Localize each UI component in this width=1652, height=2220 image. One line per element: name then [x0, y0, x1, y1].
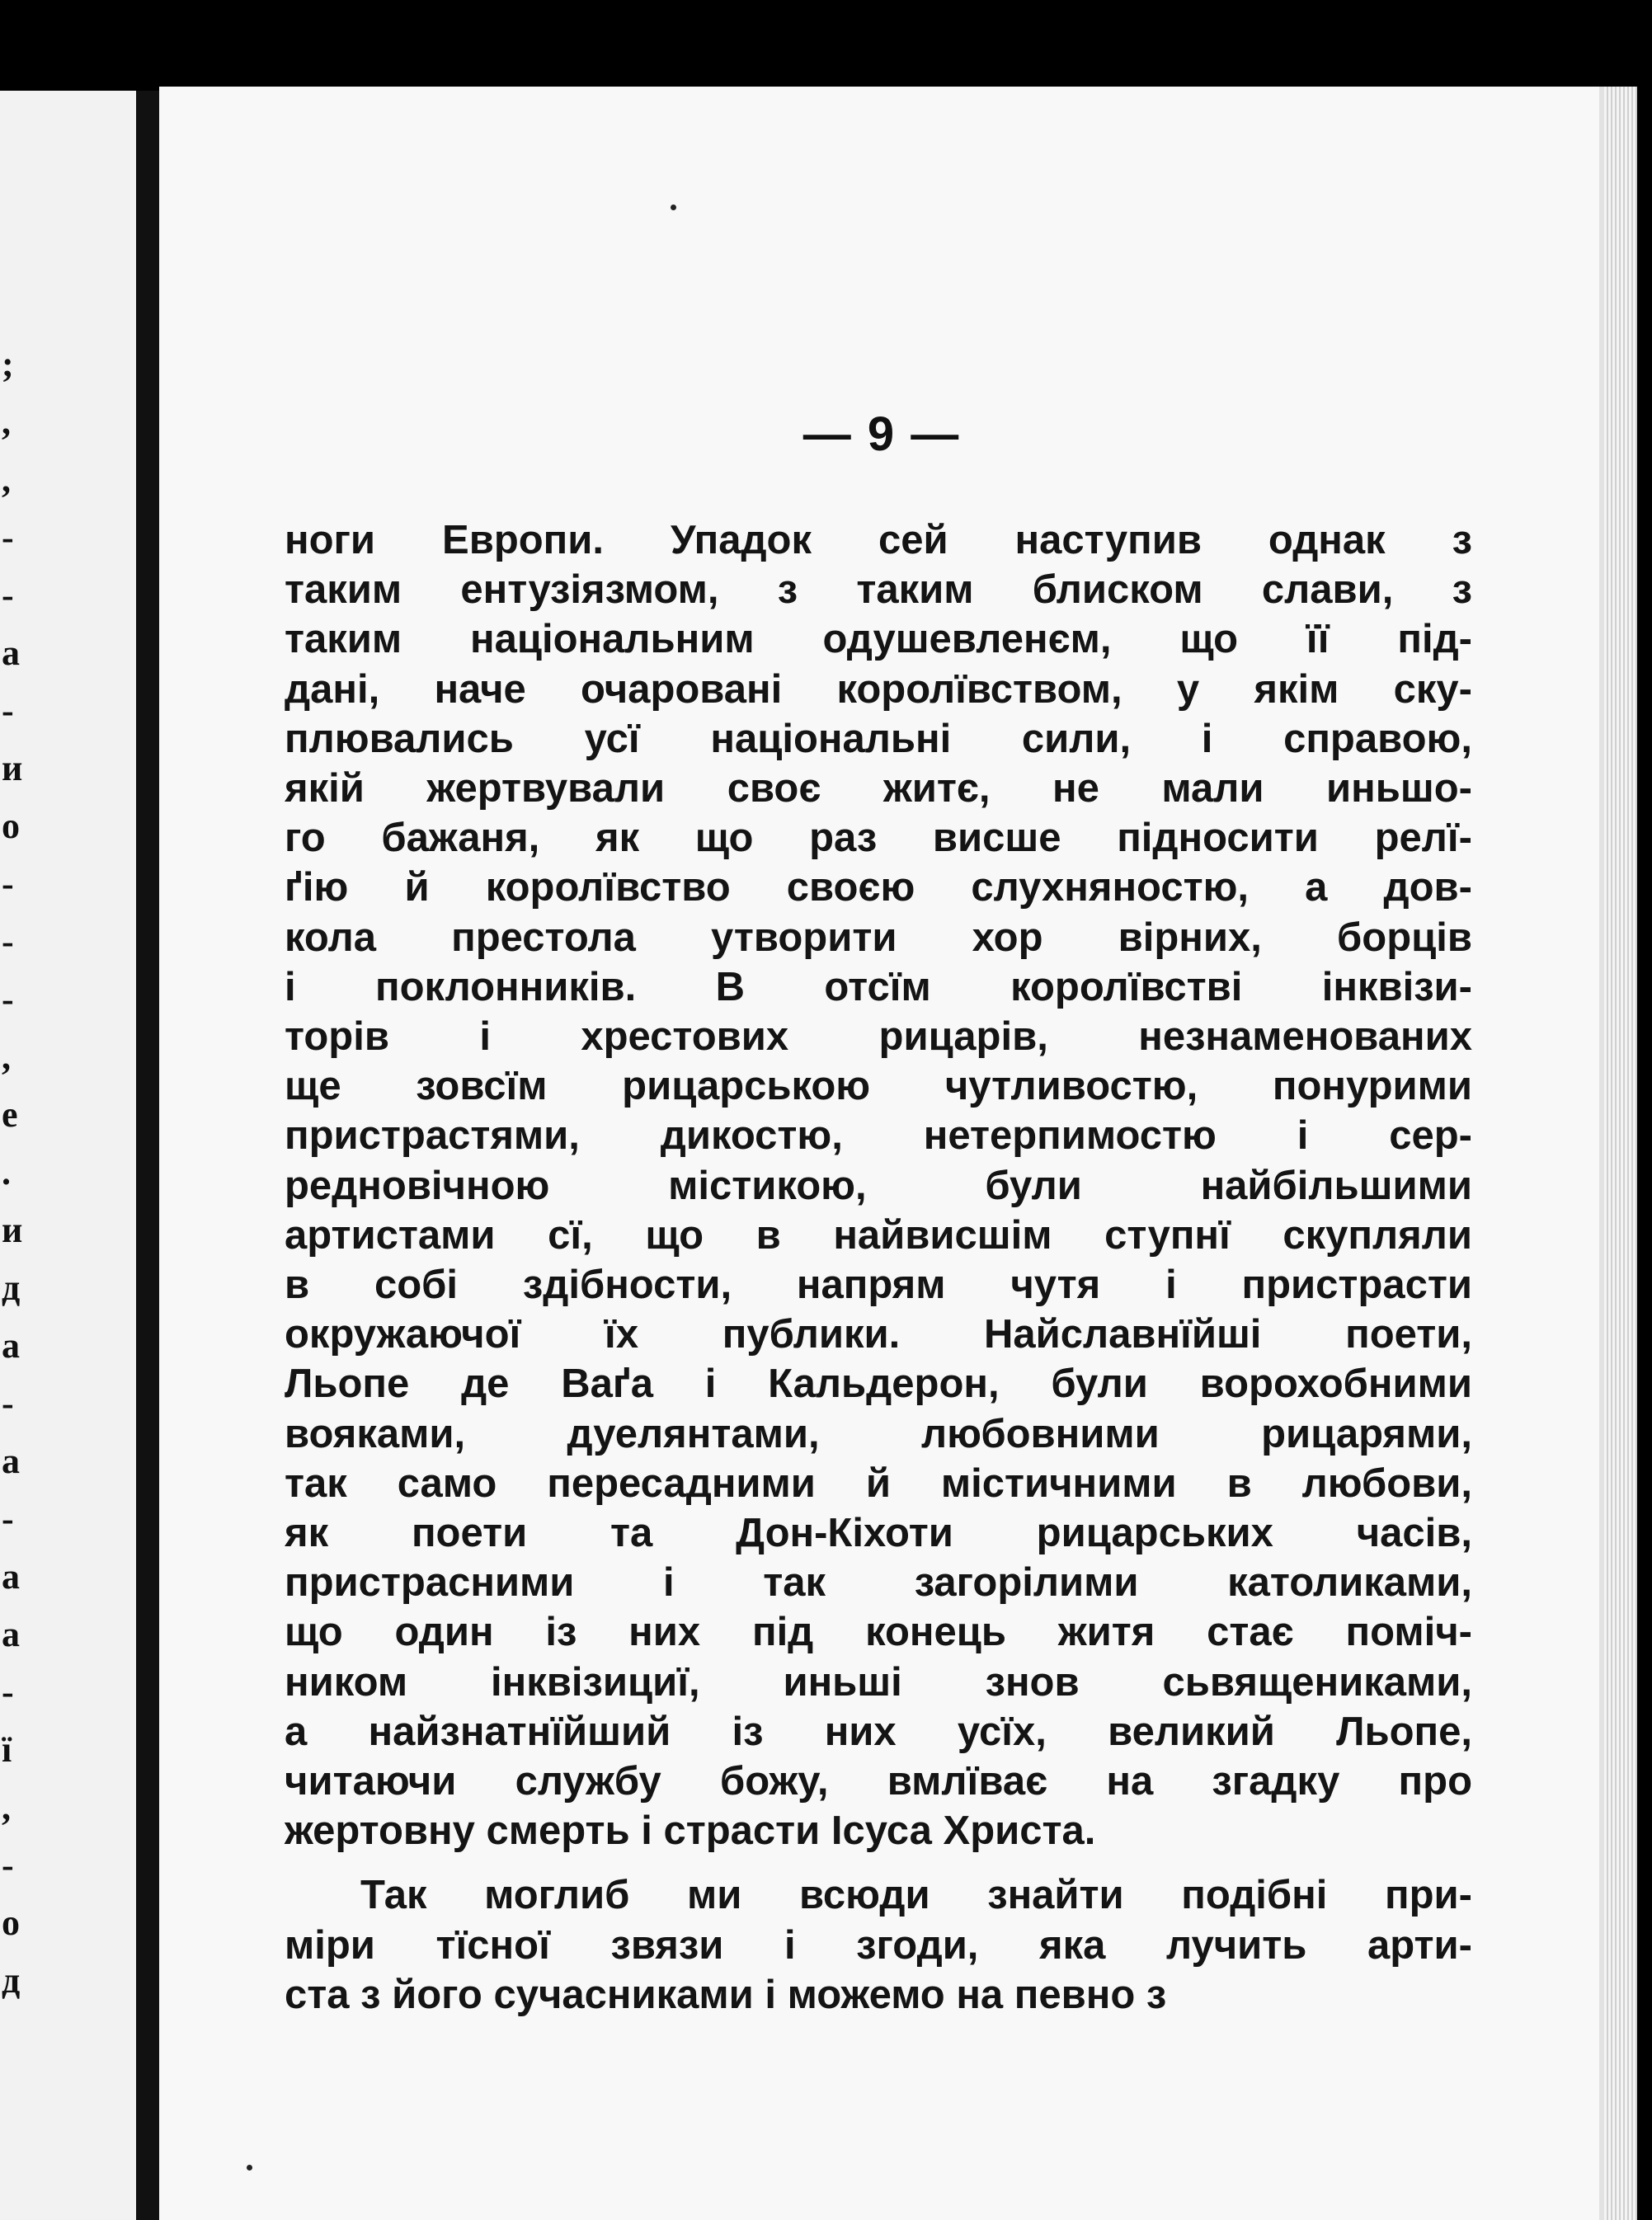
text-line: плювались усї національні сили, і справою,	[285, 716, 1472, 761]
text-line: таким ентузіязмом, з таким блиском слави, з	[285, 567, 1472, 613]
margin-fragment: и	[2, 748, 23, 788]
margin-fragment: -	[2, 863, 14, 904]
text-line: як поети та Дон-Кіхоти рицарських часів,	[285, 1511, 1472, 1556]
text-line: так само пересадними й містичними в любови,	[285, 1460, 1472, 1506]
text-line: таким національним одушевленєм, що її під-	[285, 617, 1472, 662]
print-speck	[247, 2165, 252, 2171]
margin-fragment: о	[2, 1903, 20, 1943]
margin-fragment: -	[2, 921, 14, 962]
text-line: ще зовсїм рицарською чутливостю, понурими	[285, 1064, 1472, 1109]
text-line: ноги Европи. Упадок сей наступив однак з	[285, 518, 1472, 562]
margin-fragment: -	[2, 1845, 14, 1885]
margin-fragment: ,	[2, 402, 11, 442]
text-line: окружаючої їх публики. Найславнїйші поети,	[285, 1312, 1472, 1357]
text-line: Льопе де Ваґа і Кальдерон, були ворохобними	[285, 1362, 1472, 1407]
text-line: ґію й королївство своєю слухняностю, а дов-	[285, 865, 1472, 910]
margin-fragment: а	[2, 1556, 20, 1597]
margin-fragment: -	[2, 1383, 14, 1423]
text-line: читаючи службу божу, вмлїває на згадку про	[285, 1759, 1472, 1804]
text-line: пристрастями, дикостю, нетерпимостю і сер-	[285, 1113, 1472, 1159]
text-line: артистами сї, що в найвисшім ступнї скупляли	[285, 1212, 1472, 1258]
text-line: що один із них під конець житя стає поміч-	[285, 1610, 1472, 1655]
margin-fragment: ,	[2, 1037, 11, 1077]
margin-fragment: -	[2, 575, 14, 615]
margin-fragment: и	[2, 1210, 23, 1250]
margin-fragment: ї	[2, 1729, 12, 1770]
margin-fragment: д	[2, 1268, 21, 1308]
text-line: редновічною містикою, були найбільшими	[285, 1163, 1472, 1208]
text-line: а найзнатнїйший із них усїх, великий Льопе,	[285, 1709, 1472, 1754]
paragraph	[285, 1870, 1472, 2020]
margin-fragment: ;	[2, 344, 14, 384]
margin-fragment: а	[2, 1325, 20, 1366]
text-line: кола престола утворити хор вірних, борців	[285, 915, 1472, 960]
margin-fragment: ,	[2, 459, 11, 500]
paragraph-gap	[285, 1855, 1472, 1870]
text-line: торів і хрестових рицарів, незнаменованих	[285, 1014, 1472, 1060]
margin-fragment: а	[2, 633, 20, 673]
text-line: пристрасними і так загорілими католиками,	[285, 1560, 1472, 1606]
margin-fragment: -	[2, 979, 14, 1019]
margin-fragment: -	[2, 690, 14, 731]
page-stack-edge	[1604, 87, 1637, 2220]
margin-fragment: д	[2, 1960, 21, 2001]
print-speck	[671, 205, 676, 210]
margin-fragment: е	[2, 1094, 18, 1135]
text-line: го бажаня, як що раз висше підносити релї-	[285, 816, 1472, 861]
text-line: вояками, дуелянтами, любовними рицарями,	[285, 1411, 1472, 1456]
margin-fragment: а	[2, 1614, 20, 1654]
margin-fragment: -	[2, 1672, 14, 1712]
text-line: міри тїсної звязи і згоди, яка лучить арти-	[285, 1922, 1472, 1968]
margin-fragment: о	[2, 806, 20, 846]
book-page	[159, 87, 1604, 2220]
text-line: якій жертвували своє житє, не мали иньшо-	[285, 766, 1472, 811]
margin-fragment: -	[2, 517, 14, 557]
text-line: ником інквізициї, иньші знов сьвящениками,	[285, 1659, 1472, 1705]
book-spine	[136, 91, 159, 2220]
margin-fragment: ,	[2, 1787, 11, 1827]
text-line: жертовну смерть і страсти Ісуса Христа.	[285, 1808, 1096, 1854]
margin-fragment: .	[2, 1152, 11, 1192]
text-line: ста з його сучасниками і можемо на певно з	[285, 1972, 1167, 2017]
paragraph	[285, 515, 1472, 1855]
page-number: — 9 —	[802, 407, 961, 461]
text-line: і поклонників. В отсїм королївстві інквізи-	[285, 964, 1472, 1009]
text-line: в собі здібности, напрям чутя і пристрасти	[285, 1263, 1472, 1308]
page-body	[285, 515, 1472, 2020]
margin-fragment: -	[2, 1498, 14, 1539]
text-line: дані, наче очаровані королївством, у якім ску-	[285, 666, 1472, 712]
previous-page-edge	[0, 91, 136, 2220]
text-line: Так моглиб ми всюди знайти подібні при-	[360, 1873, 1472, 1918]
margin-fragment: а	[2, 1441, 20, 1481]
